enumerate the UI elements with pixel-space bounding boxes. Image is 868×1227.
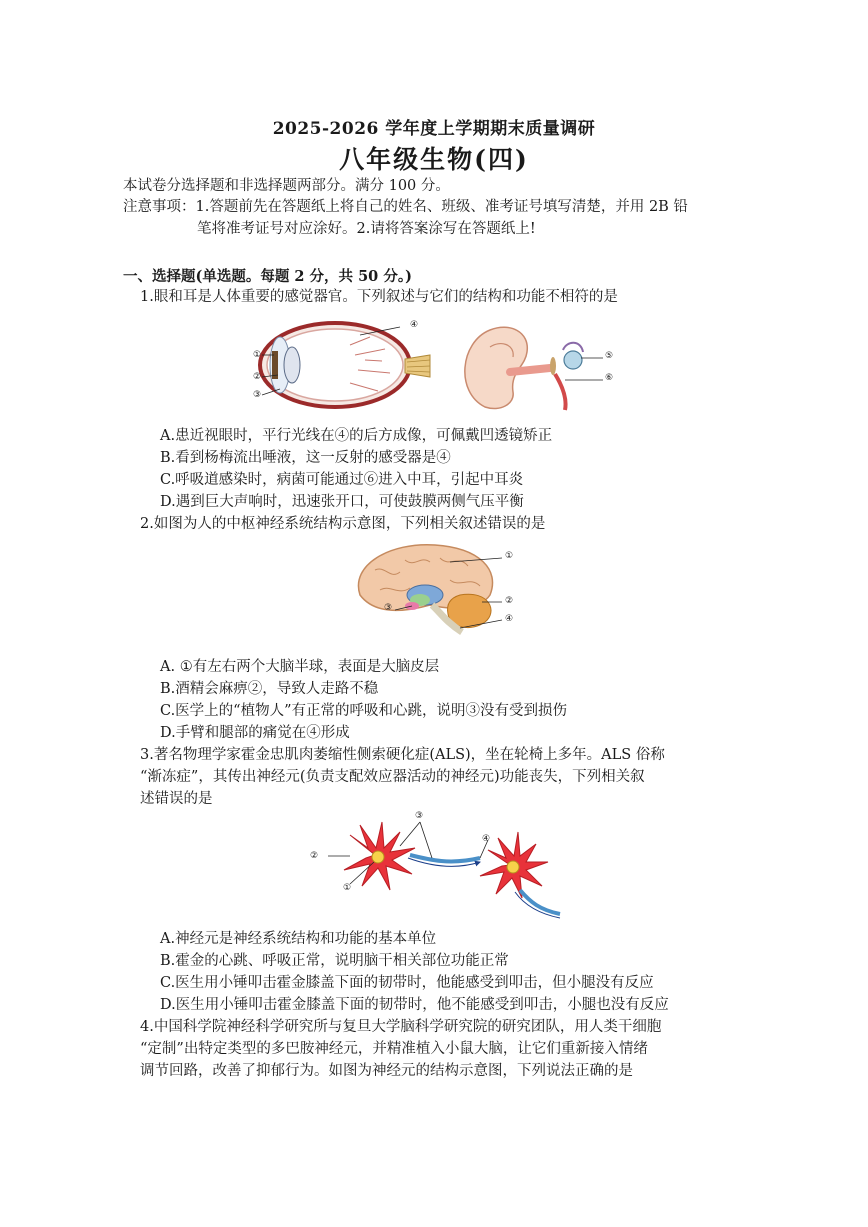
q3-stem-line-2: “渐冻症”，其传出神经元(负责支配效应器活动的神经元)功能丧失，下列相关叙 [140, 769, 645, 785]
brain-label-3: ③ [384, 603, 393, 613]
q2-option-d: D.手臂和腿部的痛觉在④形成 [160, 725, 350, 741]
eye-label-3: ③ [253, 390, 262, 400]
intro-line: 本试卷分选择题和非选择题两部分。满分 100 分。 [123, 178, 450, 194]
exam-title: 2025-2026 学年度上学期期末质量调研 [272, 119, 596, 139]
q4-stem-line-1: 4.中国科学院神经科学研究所与复旦大学脑科学研究院的研究团队，用人类干细胞 [140, 1019, 662, 1035]
q4-stem-line-3: 调节回路，改善了抑郁行为。如图为神经元的结构示意图，下列说法正确的是 [140, 1063, 633, 1079]
neuron-figure-q3 [320, 810, 570, 920]
brain-label-1: ① [505, 551, 514, 561]
eye-label-1: ① [253, 350, 262, 360]
q3-option-b: B.霍金的心跳、呼吸正常，说明脑干相关部位功能正常 [160, 953, 509, 969]
q1-stem: 1.眼和耳是人体重要的感觉器官。下列叙述与它们的结构和功能不相符的是 [140, 289, 618, 305]
eye-figure [250, 315, 430, 415]
neuron-label-1: ① [343, 883, 352, 893]
q3-stem-line-1: 3.著名物理学家霍金忠肌肉萎缩性侧索硬化症(ALS)，坐在轮椅上多年。ALS 俗称 [140, 747, 665, 763]
q1-option-a: A.患近视眼时，平行光线在④的后方成像，可佩戴凹透镜矫正 [160, 428, 553, 444]
q4-stem-line-2: “定制”出特定类型的多巴胺神经元，并精准植入小鼠大脑，让它们重新接入情绪 [140, 1041, 648, 1057]
neuron-label-4: ④ [482, 834, 491, 844]
q1-option-b: B.看到杨梅流出唾液，这一反射的感受器是④ [160, 450, 451, 466]
ear-label-6: ⑥ [605, 373, 614, 383]
q3-option-a: A.神经元是神经系统结构和功能的基本单位 [160, 931, 437, 947]
brain-label-2: ② [505, 596, 514, 606]
notice-line-1: 注意事项：1.答题前先在答题纸上将自己的姓名、班级、准考证号填写清楚，并用 2B 铅 [123, 199, 688, 215]
q2-option-a: A. ①有左右两个大脑半球，表面是大脑皮层 [160, 659, 440, 675]
neuron-label-2: ② [310, 851, 319, 861]
section-title: 一、选择题(单选题。每题 2 分，共 50 分。) [123, 268, 412, 285]
q3-option-c: C.医生用小锤叩击霍金膝盖下面的韧带时，他能感受到叩击，但小腿没有反应 [160, 975, 654, 991]
q2-option-b: B.酒精会麻痹②，导致人走路不稳 [160, 681, 379, 697]
q1-option-d: D.遇到巨大声响时，迅速张开口，可使鼓膜两侧气压平衡 [160, 494, 524, 510]
ear-figure [455, 322, 615, 412]
q1-option-c: C.呼吸道感染时，病菌可能通过⑥进入中耳，引起中耳炎 [160, 472, 524, 488]
neuron-label-3: ③ [415, 811, 424, 821]
q3-stem-line-3: 述错误的是 [140, 791, 213, 807]
q3-option-d: D.医生用小锤叩击霍金膝盖下面的韧带时，他不能感受到叩击，小腿也没有反应 [160, 997, 669, 1013]
eye-label-4: ④ [410, 320, 419, 330]
q2-stem: 2.如图为人的中枢神经系统结构示意图，下列相关叙述错误的是 [140, 516, 546, 532]
brain-figure [350, 540, 520, 640]
q2-option-c: C.医学上的“植物人”有正常的呼吸和心跳，说明③没有受到损伤 [160, 703, 568, 719]
ear-label-5: ⑤ [605, 351, 614, 361]
notice-line-2: 笔将准考证号对应涂好。2.请将答案涂写在答题纸上! [197, 221, 536, 237]
eye-label-2: ② [253, 372, 262, 382]
exam-subtitle: 八年级生物(四) [339, 145, 529, 174]
brain-label-4: ④ [505, 614, 514, 624]
